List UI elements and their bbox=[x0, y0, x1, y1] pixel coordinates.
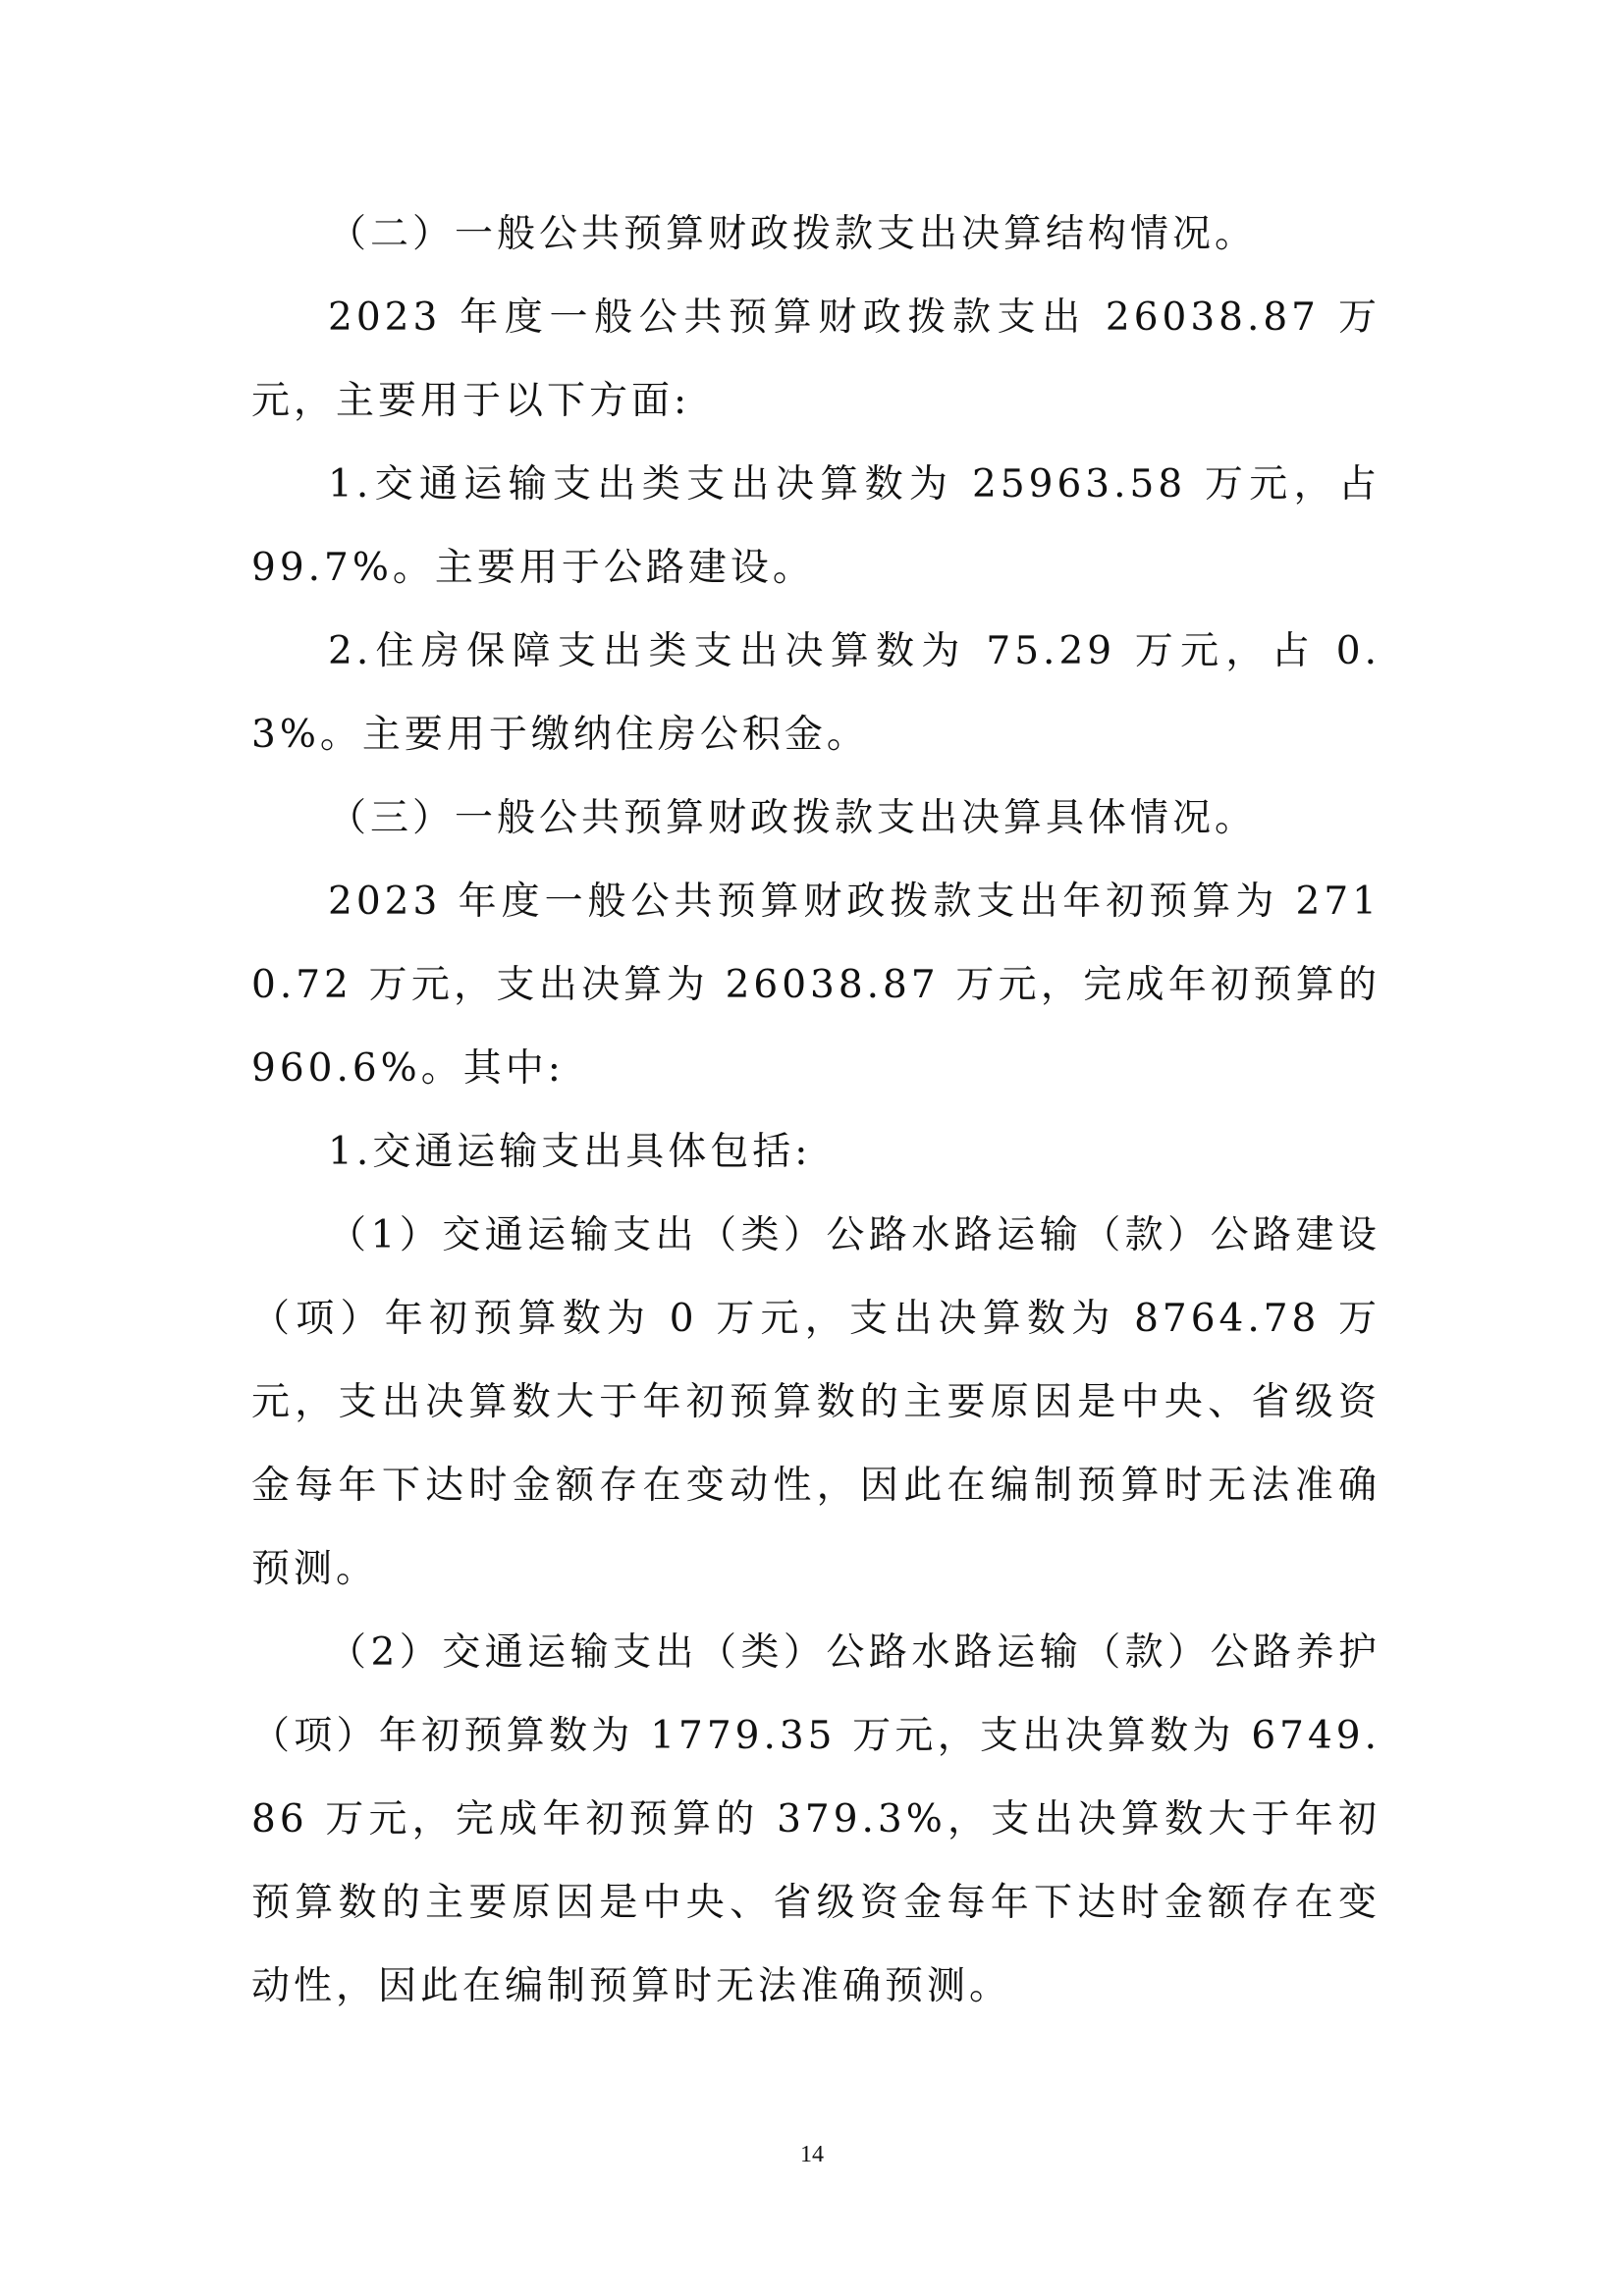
document-body bbox=[251, 192, 1380, 2028]
paragraph-housing-expenditure: 2.住房保障支出类支出决算数为 75.29 万元，占 0.3%。主要用于缴纳住房公积金。 bbox=[251, 629, 1380, 757]
paragraph-road-maintenance: （2）交通运输支出（类）公路水路运输（款）公路养护（项）年初预算数为 1779.35 万元，支出决算数为 6749.86 万元，完成年初预算的 379.3%，支出决算数大于年初预算数的主要原因是中央、省级资金每年下达时金额存在变动性，因此在编制预算时无法准确预测。 bbox=[251, 1630, 1380, 2008]
paragraph-transport-details-intro: 1.交通运输支出具体包括: bbox=[328, 1130, 812, 1174]
paragraph-road-construction: （1）交通运输支出（类）公路水路运输（款）公路建设（项）年初预算数为 0 万元，支出决算数为 8764.78 万元，支出决算数大于年初预算数的主要原因是中央、省级资金每年下达时金额存在变动性，因此在编制预算时无法准确预测。 bbox=[251, 1213, 1380, 1591]
section-heading-expenditure-structure: （二）一般公共预算财政拨款支出决算结构情况。 bbox=[328, 212, 1258, 256]
page-number: 14 bbox=[800, 2142, 824, 2167]
section-heading-expenditure-details: （三）一般公共预算财政拨款支出决算具体情况。 bbox=[328, 796, 1258, 840]
paragraph-total-expenditure: 2023 年度一般公共预算财政拨款支出 26038.87 万元，主要用于以下方面: bbox=[251, 295, 1380, 423]
paragraph-budget-completion: 2023 年度一般公共预算财政拨款支出年初预算为 2710.72 万元，支出决算为 26038.87 万元，完成年初预算的 960.6%。其中: bbox=[251, 880, 1380, 1091]
paragraph-transport-expenditure: 1.交通运输支出类支出决算数为 25963.58 万元，占 99.7%。主要用于公路建设。 bbox=[251, 462, 1380, 590]
